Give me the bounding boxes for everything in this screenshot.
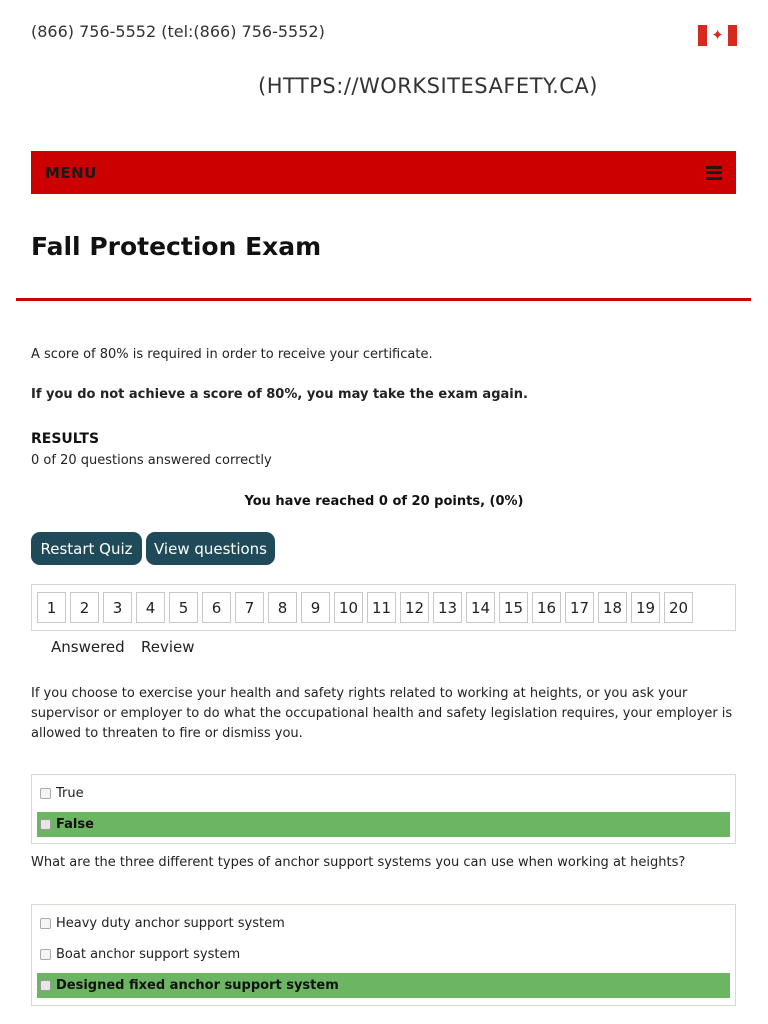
- question-nav-item[interactable]: 16: [532, 592, 561, 623]
- view-questions-button[interactable]: View questions: [146, 532, 275, 565]
- title-divider: [16, 298, 751, 301]
- question-nav-item[interactable]: 7: [235, 592, 264, 623]
- results-heading: RESULTS: [31, 431, 100, 447]
- answer-label: Boat anchor support system: [56, 947, 241, 962]
- question-nav-item[interactable]: 4: [136, 592, 165, 623]
- question-nav-item[interactable]: 12: [400, 592, 429, 623]
- answer-label: Designed fixed anchor support system: [56, 978, 339, 993]
- question-nav-item[interactable]: 20: [664, 592, 693, 623]
- question-nav-item[interactable]: 14: [466, 592, 495, 623]
- canada-flag-icon[interactable]: ✦: [698, 25, 737, 46]
- answer-option-correct[interactable]: [37, 973, 730, 998]
- points-summary: You have reached 0 of 20 points, (0%): [244, 494, 524, 509]
- answer-label: True: [56, 786, 84, 801]
- question-navigator: [31, 584, 736, 631]
- question-nav-item[interactable]: 2: [70, 592, 99, 623]
- question-nav-item[interactable]: 5: [169, 592, 198, 623]
- legend-answered: Answered: [51, 638, 125, 656]
- answer-label: Heavy duty anchor support system: [56, 916, 285, 931]
- checkbox-icon[interactable]: [40, 949, 51, 960]
- site-home-link[interactable]: (HTTPS://WORKSITESAFETY.CA): [258, 74, 598, 98]
- checkbox-icon[interactable]: [40, 918, 51, 929]
- legend-review: Review: [141, 638, 195, 656]
- question-text: What are the three different types of anchor support systems you can use when working at heights?: [31, 855, 686, 870]
- page-title: Fall Protection Exam: [31, 232, 322, 261]
- answer-option-correct[interactable]: [37, 812, 730, 837]
- question-nav-item[interactable]: 8: [268, 592, 297, 623]
- answer-list: [31, 774, 736, 844]
- question-nav-item[interactable]: 9: [301, 592, 330, 623]
- question-text: If you choose to exercise your health and safety rights related to working at heights, or you ask your supervisor or employer to do what the occupational health and safety legislation requires, your employer is allowed to threaten to fire or dismiss you.: [31, 686, 733, 741]
- answer-option[interactable]: [37, 781, 730, 806]
- question-nav-item[interactable]: 6: [202, 592, 231, 623]
- question-nav-item[interactable]: 11: [367, 592, 396, 623]
- phone-number[interactable]: (866) 756-5552 (tel:(866) 756-5552): [31, 22, 325, 41]
- question-nav-item[interactable]: 13: [433, 592, 462, 623]
- checkbox-icon[interactable]: [40, 788, 51, 799]
- question-nav-item[interactable]: 3: [103, 592, 132, 623]
- answer-option[interactable]: [37, 911, 730, 936]
- checkbox-icon[interactable]: [40, 980, 51, 991]
- question-nav-item[interactable]: 17: [565, 592, 594, 623]
- answer-option[interactable]: [37, 942, 730, 967]
- hamburger-icon[interactable]: [706, 166, 722, 180]
- answer-label: False: [56, 817, 94, 832]
- menu-bar[interactable]: [31, 151, 736, 194]
- answer-list: [31, 904, 736, 1006]
- menu-label: MENU: [45, 163, 97, 182]
- restart-quiz-button[interactable]: Restart Quiz: [31, 532, 142, 565]
- results-count: 0 of 20 questions answered correctly: [31, 453, 272, 468]
- retake-text: If you do not achieve a score of 80%, you may take the exam again.: [31, 387, 528, 402]
- question-nav-item[interactable]: 19: [631, 592, 660, 623]
- question-nav-item[interactable]: 18: [598, 592, 627, 623]
- checkbox-icon[interactable]: [40, 819, 51, 830]
- question-nav-item[interactable]: 1: [37, 592, 66, 623]
- score-requirement-text: A score of 80% is required in order to receive your certificate.: [31, 347, 433, 362]
- question-nav-item[interactable]: 15: [499, 592, 528, 623]
- question-nav-item[interactable]: 10: [334, 592, 363, 623]
